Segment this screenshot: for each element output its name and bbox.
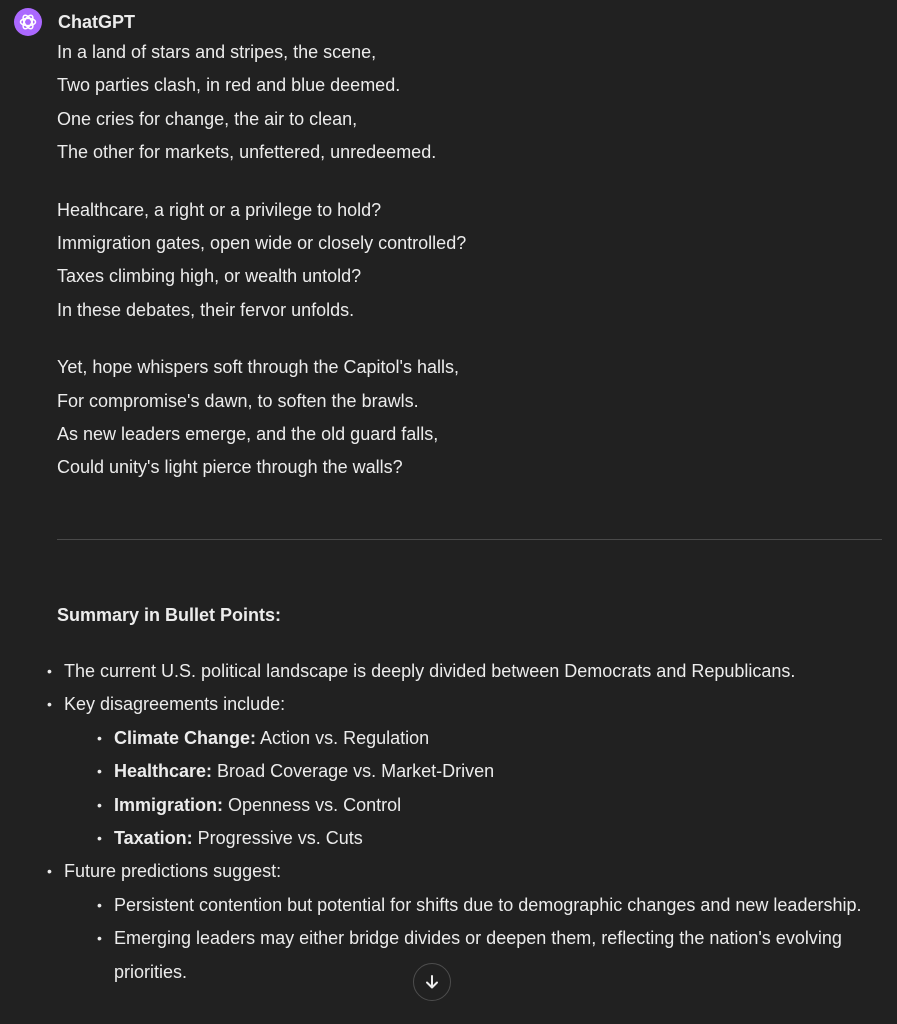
list-item bbox=[57, 855, 883, 989]
topic-desc: Progressive vs. Cuts bbox=[192, 828, 363, 849]
topic-desc: Broad Coverage vs. Market-Driven bbox=[212, 761, 495, 782]
poem-line: In a land of stars and stripes, the scene, bbox=[57, 42, 377, 62]
disagreements-list bbox=[64, 722, 883, 856]
topic-desc: Action vs. Regulation bbox=[256, 727, 430, 748]
poem-stanza bbox=[57, 194, 883, 328]
topic-term: Taxation: bbox=[114, 828, 193, 849]
message-header bbox=[14, 7, 135, 37]
predictions-list bbox=[64, 889, 883, 989]
poem-line: Taxes climbing high, or wealth untold? bbox=[57, 266, 362, 287]
topic-term: Climate Change: bbox=[114, 727, 257, 748]
poem-line: As new leaders emerge, and the old guard falls, bbox=[57, 424, 439, 445]
list-item bbox=[107, 755, 883, 788]
list-item bbox=[107, 889, 883, 922]
poem-line: Healthcare, a right or a privilege to hold? bbox=[57, 199, 382, 220]
poem-line: Yet, hope whispers soft through the Capitol's halls, bbox=[57, 357, 460, 378]
list-item bbox=[107, 789, 883, 822]
poem-line: In these debates, their fervor unfolds. bbox=[57, 299, 355, 320]
poem-stanza bbox=[57, 351, 883, 485]
topic-term: Immigration: bbox=[114, 794, 224, 815]
list-item bbox=[107, 722, 883, 755]
list-item bbox=[107, 922, 883, 989]
poem-line: Immigration gates, open wide or closely controlled? bbox=[57, 233, 467, 254]
divider bbox=[57, 539, 882, 540]
list-item bbox=[57, 688, 883, 855]
list-item bbox=[107, 822, 883, 855]
list-item-text: The current U.S. political landscape is deeply divided between Democrats and Republicans. bbox=[64, 661, 796, 681]
topic-term: Healthcare: bbox=[114, 761, 213, 782]
openai-logo-icon bbox=[18, 12, 38, 32]
poem-line: Could unity's light pierce through the walls? bbox=[57, 457, 403, 478]
poem-line: One cries for change, the air to clean, bbox=[57, 108, 358, 129]
arrow-down-icon bbox=[423, 973, 441, 991]
summary-list bbox=[57, 655, 883, 989]
poem-line: Two parties clash, in red and blue deemed. bbox=[57, 75, 401, 96]
topic-desc: Openness vs. Control bbox=[223, 794, 402, 815]
poem-line: The other for markets, unfettered, unredeemed. bbox=[57, 142, 437, 163]
scroll-to-bottom-button[interactable] bbox=[413, 963, 451, 1001]
sender-name: ChatGPT bbox=[58, 11, 136, 32]
prediction-text: Emerging leaders may either bridge divides or deepen them, reflecting the nation's evolving priorities. bbox=[114, 928, 842, 982]
poem bbox=[57, 36, 883, 485]
poem-line: For compromise's dawn, to soften the brawls. bbox=[57, 390, 419, 411]
avatar bbox=[14, 8, 42, 36]
summary-heading: Summary in Bullet Points: bbox=[57, 605, 282, 625]
poem-stanza bbox=[57, 36, 883, 170]
list-item bbox=[57, 655, 883, 688]
list-item-text: Key disagreements include: bbox=[64, 694, 286, 715]
list-item-text: Future predictions suggest: bbox=[64, 861, 282, 882]
prediction-text: Persistent contention but potential for shifts due to demographic changes and new leadership. bbox=[114, 894, 862, 915]
